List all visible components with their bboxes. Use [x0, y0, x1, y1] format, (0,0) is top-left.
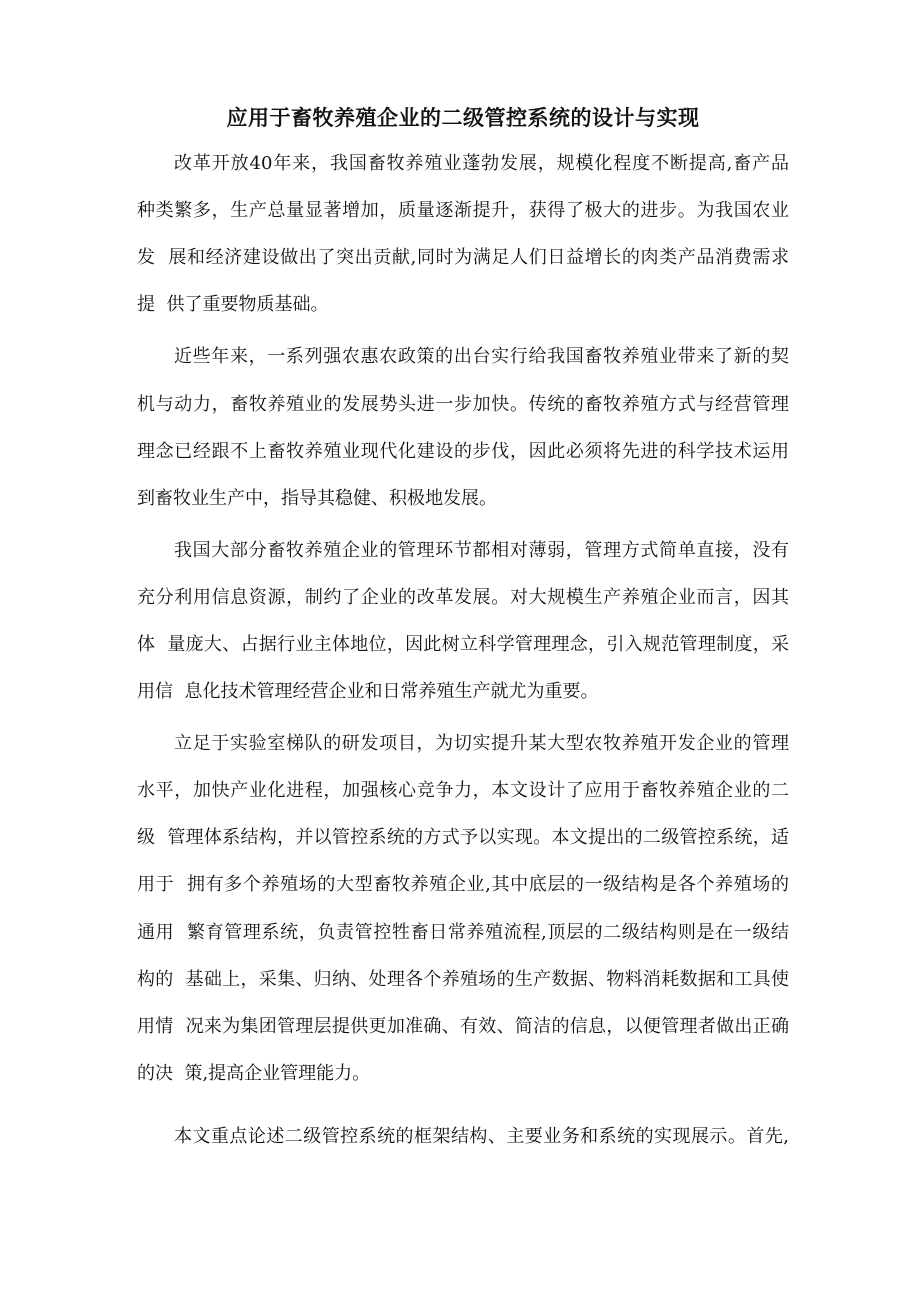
- paragraph-4-line-7: 用情 况来为集团管理层提供更加准确、有效、简洁的信息，以便管理者做出正确: [137, 1016, 789, 1037]
- paragraph-4-line-3: 级 管理体系结构，并以管控系统的方式予以实现。本文提出的二级管控系统，适: [137, 827, 789, 848]
- paragraph-3-line-1: 我国大部分畜牧养殖企业的管理环节都相对薄弱，管理方式简单直接，没有: [174, 540, 789, 561]
- paragraph-4-line-8: 的决 策,提高企业管理能力。: [137, 1063, 371, 1084]
- paragraph-2-line-2: 机与动力，畜牧养殖业的发展势头进一步加快。传统的畜牧养殖方式与经营管理: [137, 394, 789, 415]
- paragraph-2-line-3: 理念已经跟不上畜牧养殖业现代化建设的步伐，因此必须将先进的科学技术运用: [137, 441, 789, 462]
- paragraph-4-line-4: 用于 拥有多个养殖场的大型畜牧养殖企业,其中底层的一级结构是各个养殖场的: [137, 874, 789, 895]
- paragraph-1-line-2: 种类繁多，生产总量显著增加，质量逐渐提升，获得了极大的进步。为我国农业: [137, 200, 789, 221]
- paragraph-2-line-1: 近些年来，一系列强农惠农政策的出台实行给我国畜牧养殖业带来了新的契: [174, 346, 789, 367]
- document-title: 应用于畜牧养殖企业的二级管控系统的设计与实现: [226, 105, 700, 130]
- paragraph-3-line-3: 体 量庞大、占据行业主体地位，因此树立科学管理理念，引入规范管理制度，采: [137, 634, 789, 655]
- paragraph-4-line-6: 构的 基础上，采集、归纳、处理各个养殖场的生产数据、物料消耗数据和工具使: [137, 969, 789, 990]
- paragraph-4-line-1: 立足于实验室梯队的研发项目，为切实提升某大型农牧养殖开发企业的管理: [174, 733, 789, 754]
- paragraph-3-line-2: 充分利用信息资源，制约了企业的改革发展。对大规模生产养殖企业而言，因其: [137, 587, 789, 608]
- paragraph-1-line-3: 发 展和经济建设做出了突出贡献,同时为满足人们日益增长的肉类产品消费需求: [137, 247, 789, 268]
- paragraph-2-line-4: 到畜牧业生产中，指导其稳健、积极地发展。: [137, 488, 497, 509]
- paragraph-4-line-5: 通用 繁育管理系统，负责管控牲畜日常养殖流程,顶层的二级结构则是在一级结: [137, 922, 789, 943]
- paragraph-3-line-4: 用信 息化技术管理经营企业和日常养殖生产就尤为重要。: [137, 681, 599, 702]
- paragraph-1-line-1: 改革开放40年来，我国畜牧养殖业蓬勃发展，规模化程度不断提高,畜产品: [174, 153, 789, 174]
- paragraph-1-line-4: 提 供了重要物质基础。: [137, 294, 329, 315]
- paragraph-5-line-1: 本文重点论述二级管控系统的框架结构、主要业务和系统的实现展示。首先,: [174, 1126, 789, 1147]
- paragraph-4-line-2: 水平，加快产业化进程，加强核心竞争力，本文设计了应用于畜牧养殖企业的二: [137, 780, 789, 801]
